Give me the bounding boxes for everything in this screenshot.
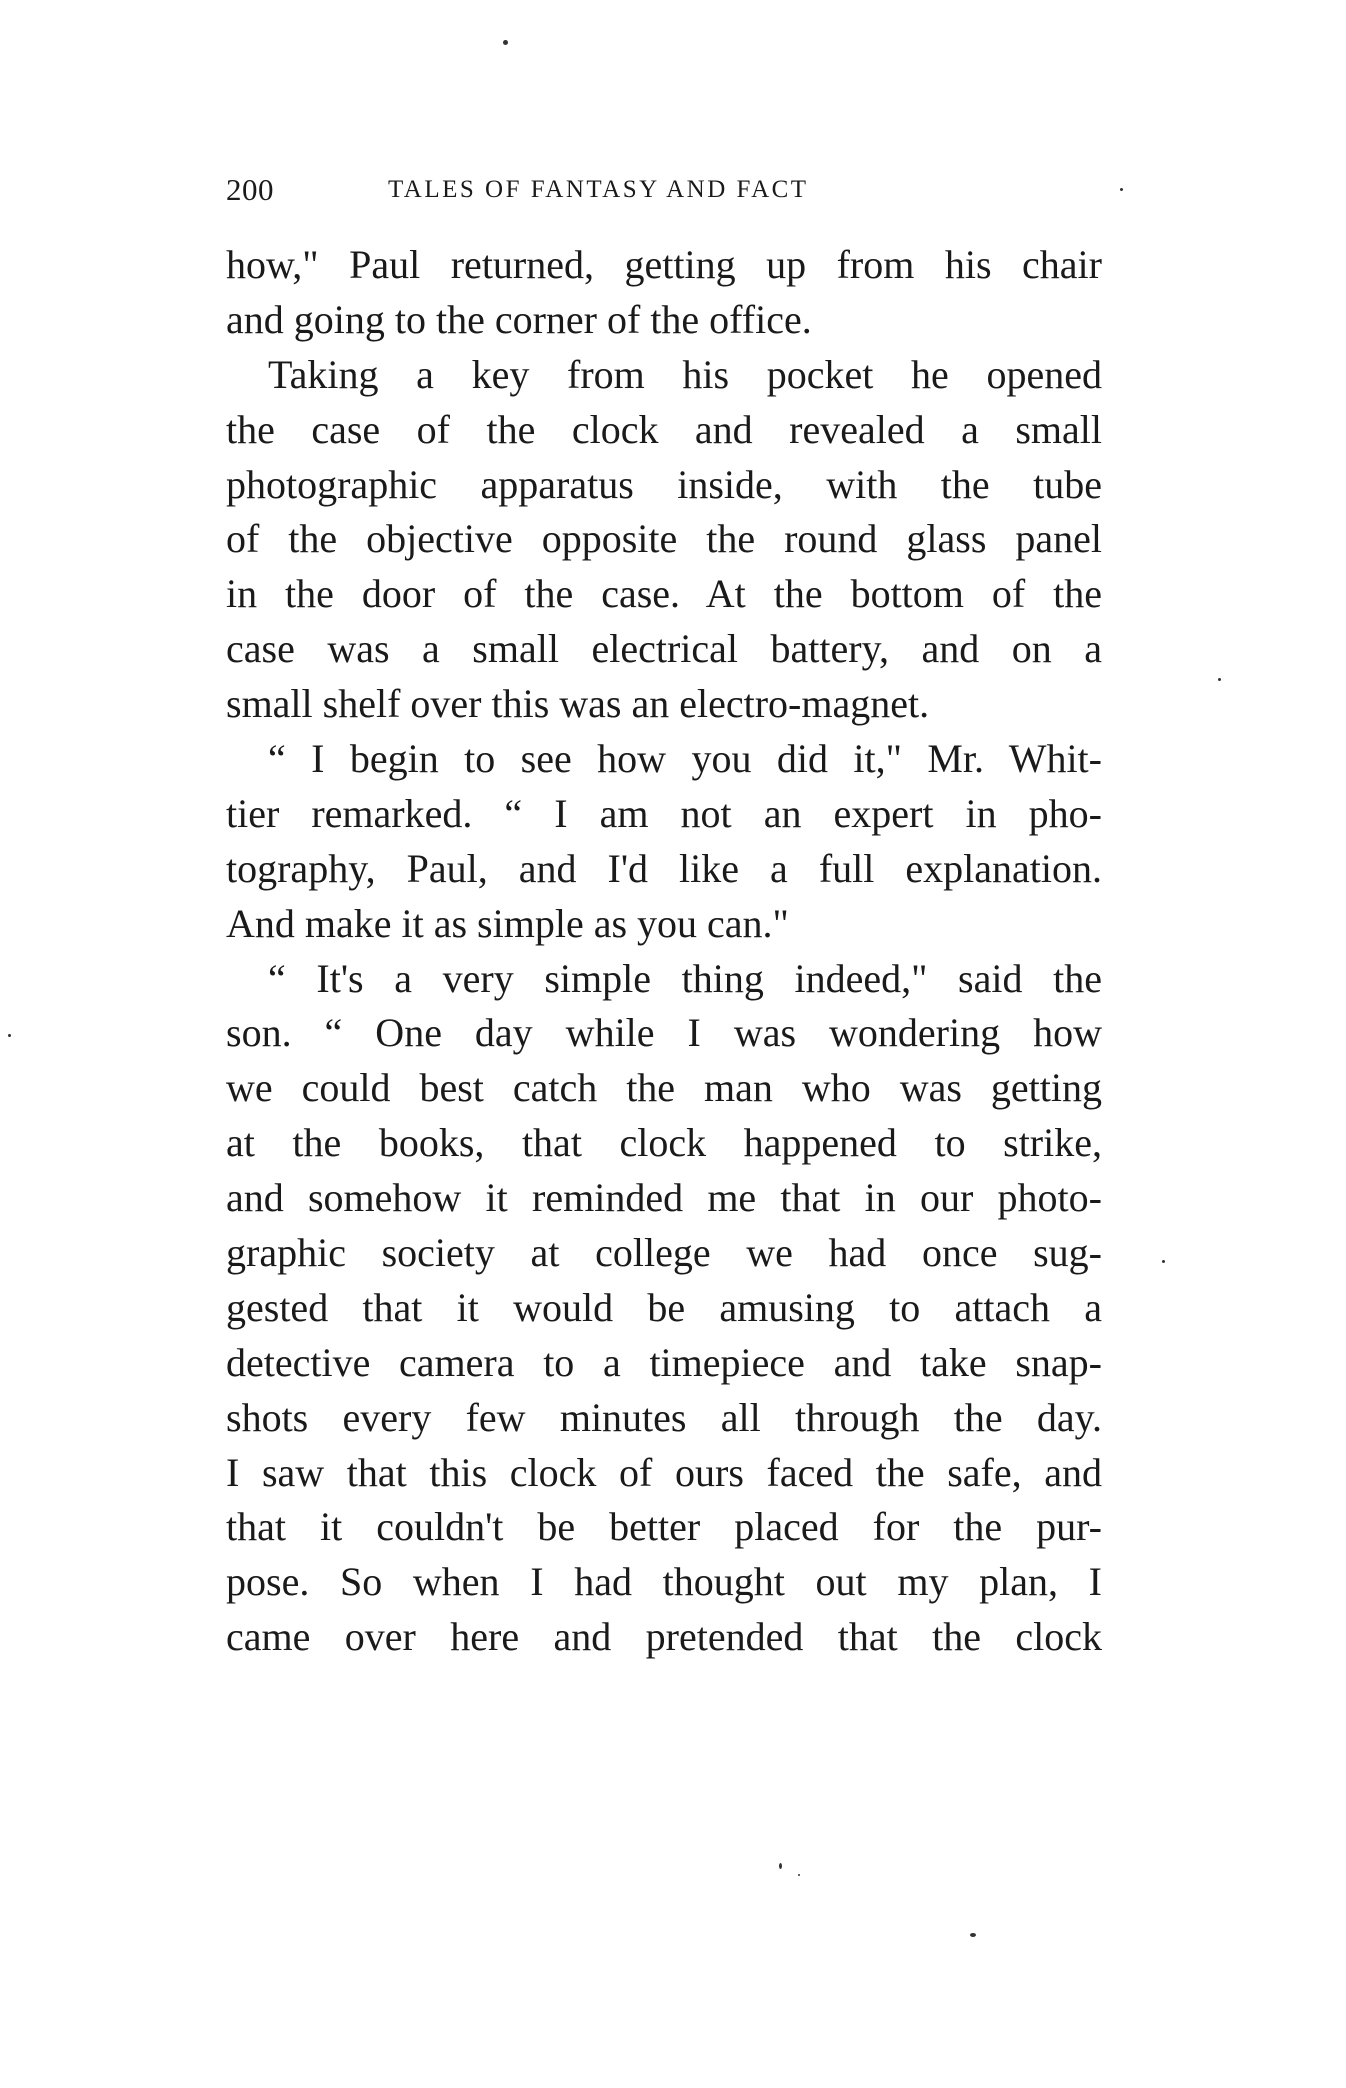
text-line: how," Paul returned, getting up from his chair <box>226 242 1102 287</box>
text-line: Taking a key from his pocket he opened <box>268 351 1102 397</box>
text-line: pose. So when I had thought out my plan, I <box>226 1559 1102 1605</box>
text-line: of the objective opposite the round glass panel <box>226 516 1102 562</box>
text-line: I saw that this clock of ours faced the safe, and <box>226 1449 1102 1495</box>
scan-speck <box>503 40 508 45</box>
text-line: son. “ One day while I was wondering how <box>226 1010 1102 1056</box>
scan-speck <box>1120 188 1123 191</box>
scan-speck <box>798 1874 800 1876</box>
text-line: shots every few minutes all through the day. <box>226 1394 1102 1440</box>
text-line: that it couldn't be better placed for the pur- <box>226 1504 1102 1550</box>
text-line: detective camera to a timepiece and take snap- <box>226 1339 1102 1385</box>
text-line: came over here and pretended that the clock <box>226 1614 1102 1660</box>
text-line: we could best catch the man who was getting <box>226 1065 1102 1111</box>
text-line: case was a small electrical battery, and on a <box>226 626 1102 672</box>
text-line: gested that it would be amusing to attach a <box>226 1284 1102 1330</box>
text-line: and somehow it reminded me that in our photo- <box>226 1175 1102 1221</box>
running-head <box>226 172 1126 212</box>
scan-speck <box>1218 678 1221 681</box>
text-line: at the books, that clock happened to strike, <box>226 1120 1102 1166</box>
scan-speck <box>779 1863 782 1869</box>
text-line: in the door of the case. At the bottom of the <box>226 571 1102 617</box>
text-line: small shelf over this was an electro-magnet. <box>226 681 930 727</box>
running-title: TALES OF FANTASY AND FACT <box>388 176 809 203</box>
text-line: photographic apparatus inside, with the tube <box>226 461 1102 507</box>
text-line: tography, Paul, and I'd like a full explanation. <box>226 845 1102 891</box>
scan-speck <box>970 1933 976 1937</box>
text-line: the case of the clock and revealed a small <box>226 406 1102 452</box>
text-line: tier remarked. “ I am not an expert in pho- <box>226 790 1102 836</box>
text-line: And make it as simple as you can." <box>226 900 789 946</box>
text-line: and going to the corner of the office. <box>226 296 812 342</box>
scan-speck <box>1162 1260 1165 1263</box>
text-line: “ I begin to see how you did it," Mr. Whit- <box>268 736 1102 782</box>
body-text <box>226 238 1102 1665</box>
text-line: graphic society at college we had once sug- <box>226 1230 1102 1276</box>
scan-speck <box>8 1034 11 1037</box>
text-line: “ It's a very simple thing indeed," said the <box>268 955 1102 1001</box>
page-number: 200 <box>226 172 274 207</box>
